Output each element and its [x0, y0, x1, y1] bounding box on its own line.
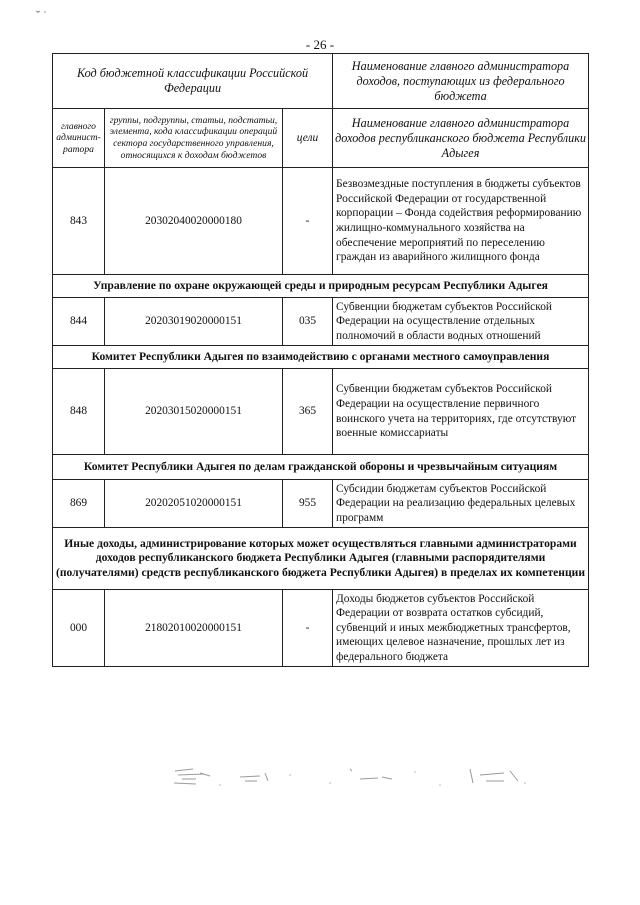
- revenue-name-cell: Субвенции бюджетам субъектов Российской Федерации на осуществление первичного воинского учета на территориях, где отсутствуют военные комиссариаты: [333, 369, 589, 455]
- goal-code-cell: -: [283, 590, 333, 667]
- admin-code-cell: 848: [53, 369, 105, 455]
- revenue-administrators-table: [52, 53, 589, 667]
- section-row: [53, 275, 589, 298]
- section-title: Комитет Республики Адыгея по делам гражданской обороны и чрезвычайным ситуациям: [53, 455, 589, 480]
- table-row: [53, 590, 589, 667]
- scan-noise-signature: [170, 763, 530, 793]
- goals-column-header: цели: [283, 109, 333, 168]
- goal-code-cell: 035: [283, 298, 333, 346]
- section-row: [53, 346, 589, 369]
- section-title: Комитет Республики Адыгея по взаимодействию с органами местного самоуправления: [53, 346, 589, 369]
- kbk-code-cell: 20203019020000151: [105, 298, 283, 346]
- federal-admin-header: Наименование главного администратора доходов, поступающих из федерального бюджета: [333, 54, 589, 109]
- section-title: Управление по охране окружающей среды и природным ресурсам Республики Адыгея: [53, 275, 589, 298]
- header-row-top: [53, 54, 589, 109]
- table-row: [53, 480, 589, 528]
- revenue-name-cell: Субвенции бюджетам субъектов Российской Федерации на осуществление отдельных полномочий в области водных отношений: [333, 298, 589, 346]
- revenue-name-cell: Субсидии бюджетам субъектов Российской Федерации на реализацию федеральных целевых программ: [333, 480, 589, 528]
- admin-code-cell: 000: [53, 590, 105, 667]
- admin-column-header: главного админист-ратора: [53, 109, 105, 168]
- republic-admin-header: Наименование главного администратора доходов республиканского бюджета Республики Адыгея: [333, 109, 589, 168]
- groups-column-header: группы, подгруппы, статьи, подстатьи, элемента, кода классификации операций сектора государственного управления, относящихся к доходам бюджетов: [105, 109, 283, 168]
- kbk-code-cell: 20203015020000151: [105, 369, 283, 455]
- table-row: [53, 298, 589, 346]
- kbk-code-cell: 20202051020000151: [105, 480, 283, 528]
- table-row: [53, 369, 589, 455]
- section-row: [53, 528, 589, 590]
- section-row: [53, 455, 589, 480]
- goal-code-cell: 365: [283, 369, 333, 455]
- kbk-code-cell: 20302040020000180: [105, 168, 283, 275]
- admin-code-cell: 843: [53, 168, 105, 275]
- admin-code-cell: 869: [53, 480, 105, 528]
- goal-code-cell: -: [283, 168, 333, 275]
- admin-code-cell: 844: [53, 298, 105, 346]
- table-row: [53, 168, 589, 275]
- page-number: - 26 -: [305, 37, 335, 52]
- kbk-header: Код бюджетной классификации Российской Федерации: [53, 54, 333, 109]
- goal-code-cell: 955: [283, 480, 333, 528]
- revenue-name-cell: Доходы бюджетов субъектов Российской Федерации от возврата остатков субсидий, субвенций и иных межбюджетных трансфертов, имеющих целевое назначение, прошлых лет из федерального бюджета: [333, 590, 589, 667]
- scan-corner-mark: ˇ ˙: [36, 8, 47, 22]
- revenue-name-cell: Безвозмездные поступления в бюджеты субъектов Российской Федерации от государственной корпорации – Фонда содействия реформированию жилищно-коммунального хозяйства на обеспечение мероприятий по переселению граждан из аварийного жилищного фонда: [333, 168, 589, 275]
- kbk-code-cell: 21802010020000151: [105, 590, 283, 667]
- section-title: Иные доходы, администрирование которых может осуществляться главными администраторами доходов республиканского бюджета Республики Адыгея (главными распорядителями (получателями) средств республиканского бюджета Республики Адыгея) в пределах их компетенции: [53, 528, 589, 590]
- header-row-sub: [53, 109, 589, 168]
